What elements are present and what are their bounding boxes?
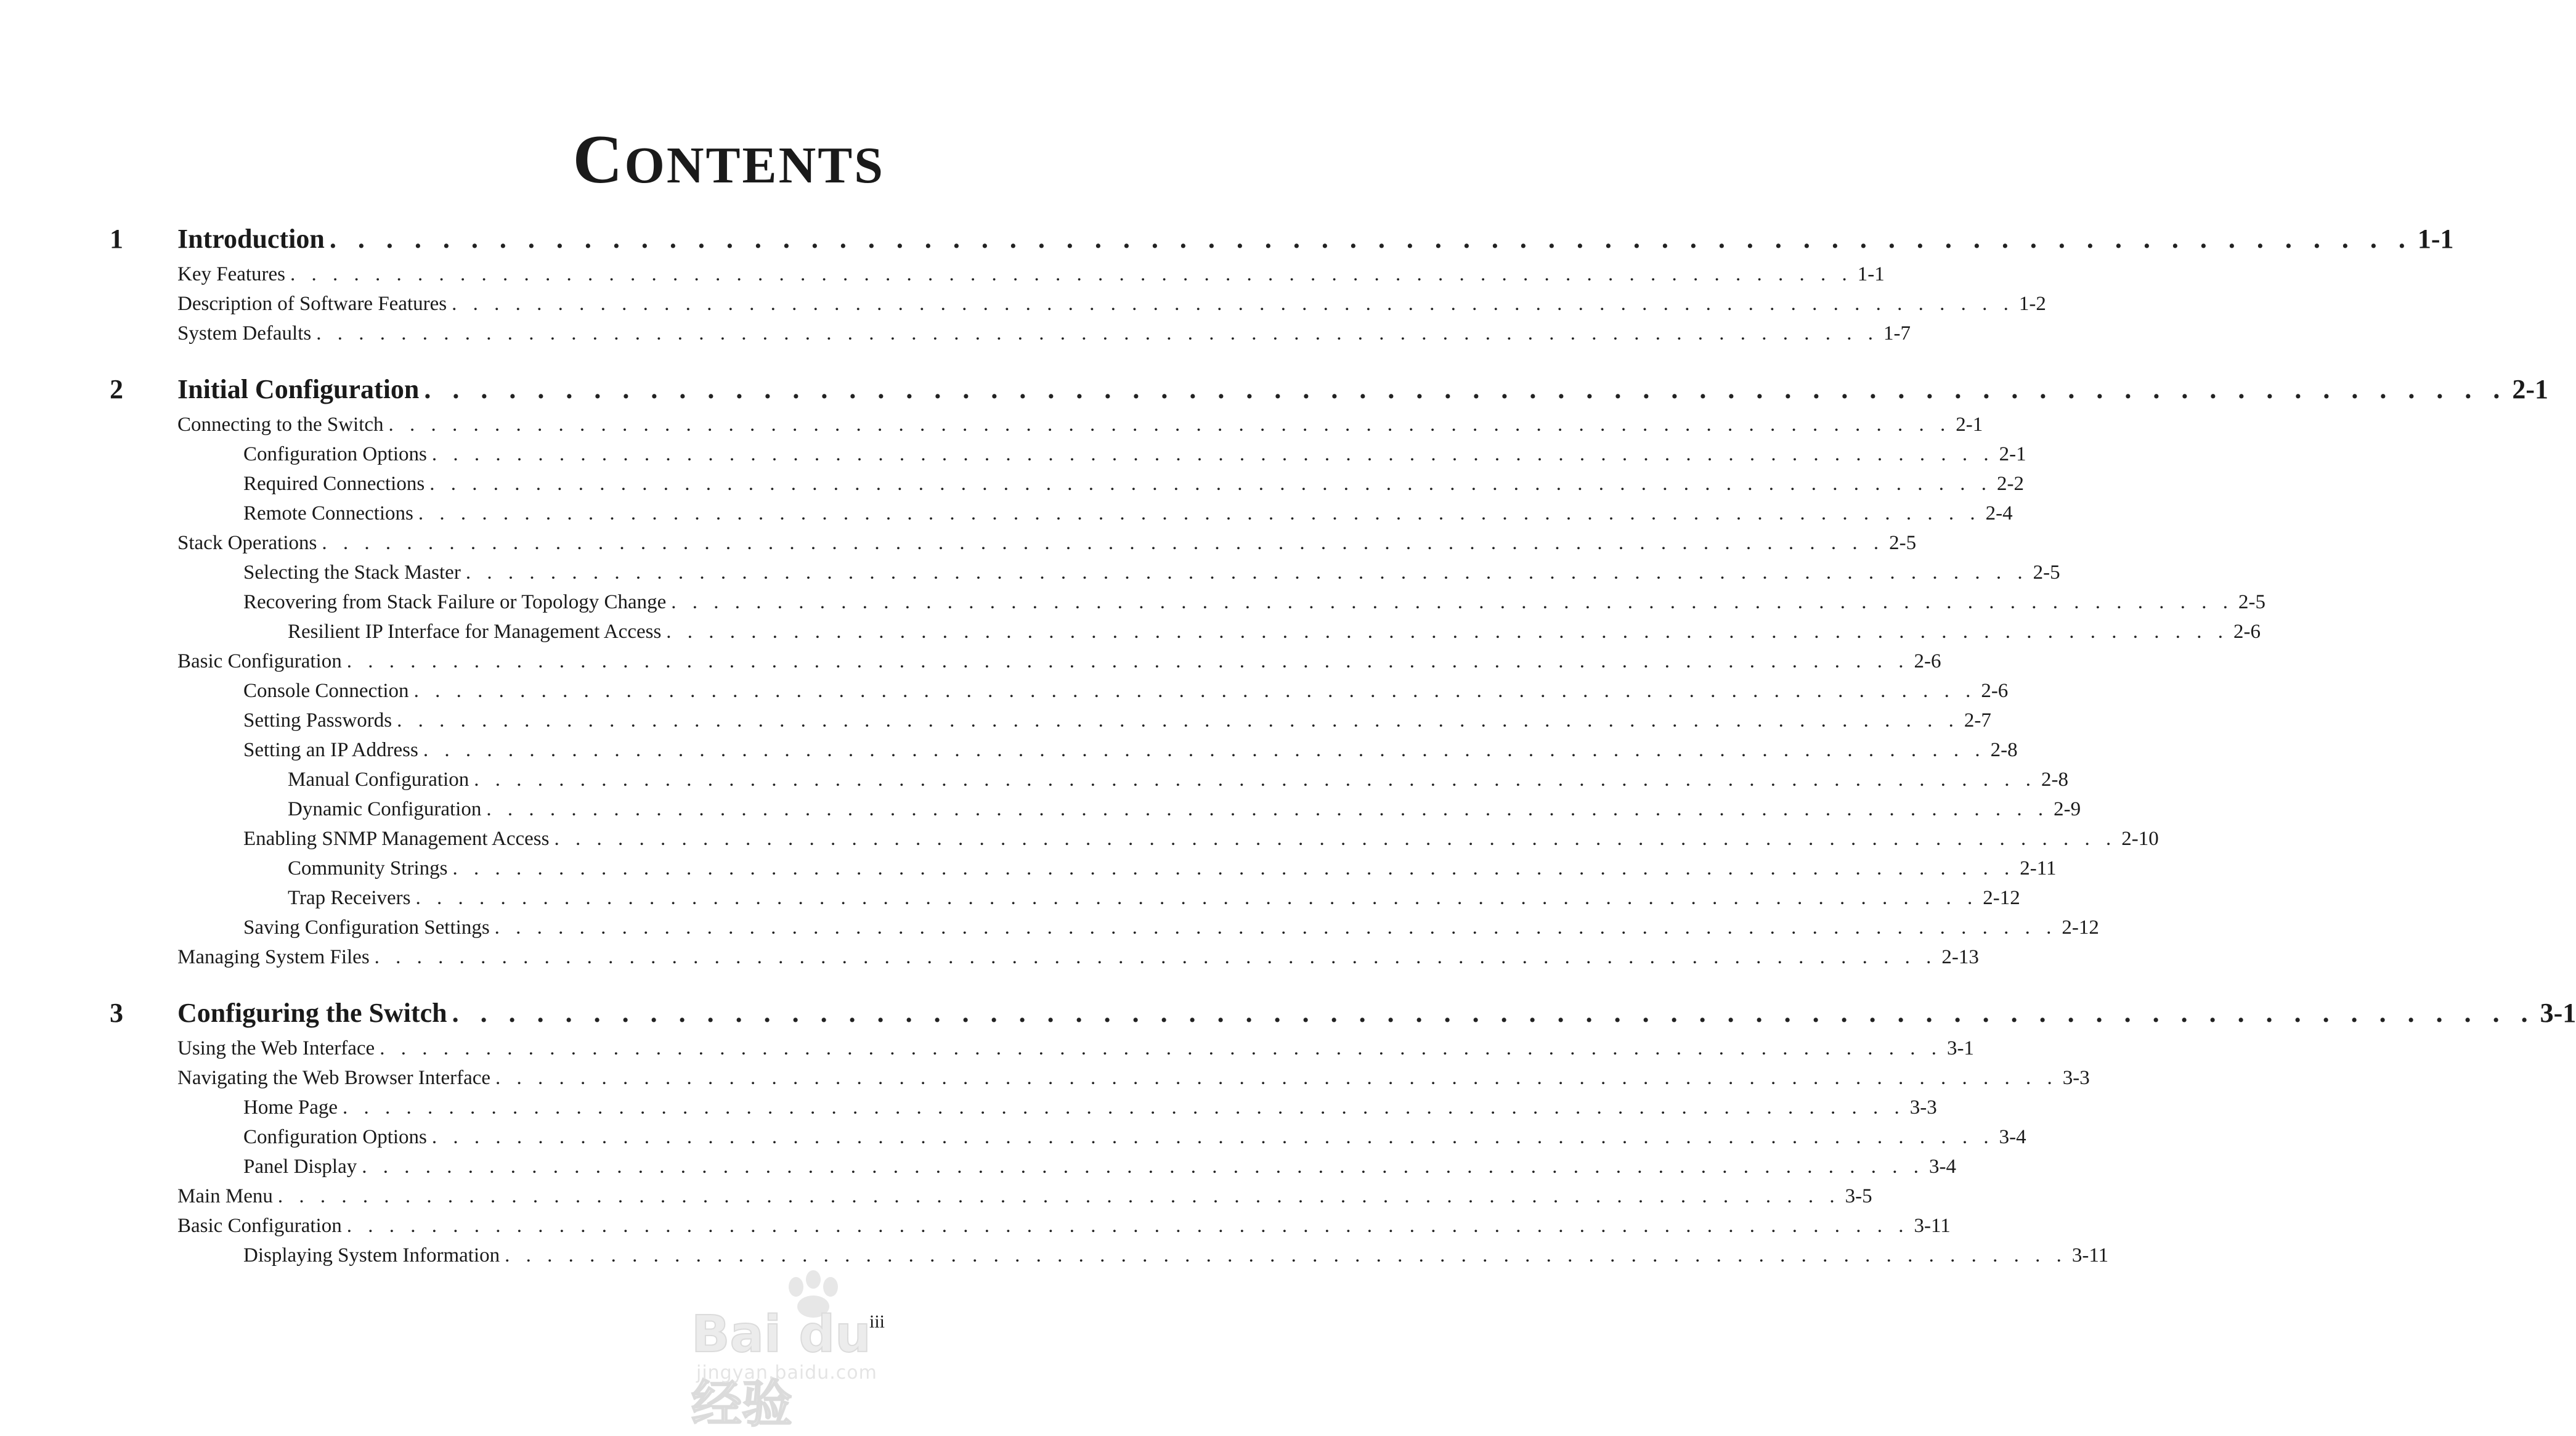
watermark-brand: Bai du 经验 — [691, 1305, 871, 1434]
toc-entry-title: Trap Receivers — [288, 887, 411, 909]
toc-entry[interactable] — [243, 739, 2018, 762]
toc-entry-title: Basic Configuration — [177, 650, 342, 672]
toc-page-number: 2-5 — [2238, 591, 2266, 613]
toc-page-number: 1-1 — [1857, 263, 1885, 285]
toc-entry[interactable] — [177, 532, 1917, 555]
dot-leader: . . . . . . . . . . . . . . . . . . . . . . . . . . . . . . . . . . . . . . . . . . . . . . . . . . . . . . . . . . . . . . . . . . . . . . . . . . — [343, 1096, 1905, 1119]
toc-entry[interactable] — [243, 828, 2159, 851]
toc-entry[interactable] — [288, 769, 2068, 791]
toc-chapter-title: Introduction — [177, 224, 325, 254]
dot-leader: . . . . . . . . . . . . . . . . . . . . . . . . . . . . . . . . . . . . . . . . . . . . . . . . . . . . . . . . . . . . . . . . . . . . . . . . . . — [505, 1244, 2067, 1267]
dot-leader: . . . . . . . . . . . . . . . . . . . . . . . . . . . . . . . . . . . . . . . . . . . . . . . . . . . . . . . . . . . . . . . . . . . . . . . . . . — [290, 263, 1853, 285]
toc-entry[interactable] — [288, 887, 2020, 910]
toc-entry-title: Resilient IP Interface for Management Access — [288, 621, 662, 643]
dot-leader: . . . . . . . . . . . . . . . . . . . . . . . . . . . . . . . . . . . . . . . . . . . . . . . . . . . . . . . . . . . . . . . . . . . . . . . . . . — [431, 443, 1994, 465]
toc-page-number: 2-8 — [2041, 769, 2068, 791]
toc-page-number: 3-4 — [1999, 1126, 2026, 1148]
toc-chapter-entry[interactable] — [177, 997, 2576, 1029]
toc-page-number: 3-5 — [1845, 1185, 1872, 1207]
dot-leader: . . . . . . . . . . . . . . . . . . . . . . . . . . . . . . . . . . . . . . . . . . . . . . . . . . . . . . . . . . . . . . . . . . . . . . . . . . — [388, 414, 1951, 436]
dot-leader: . . . . . . . . . . . . . . . . . . . . . . . . . . . . . . . . . . . . . . . . . . . . . . . . . . . . . . . . . . . . . . . . . . . . . . . . . . — [329, 224, 2413, 254]
toc-entry[interactable] — [177, 946, 1979, 969]
toc-entry-title: Managing System Files — [177, 946, 370, 968]
toc-entry-title: Key Features — [177, 263, 286, 285]
dot-leader: . . . . . . . . . . . . . . . . . . . . . . . . . . . . . . . . . . . . . . . . . . . . . . . . . . . . . . . . . . . . . . . . . . . . . . . . . . — [346, 650, 1909, 672]
toc-entry[interactable] — [243, 561, 2060, 584]
toc-page-number: 3-1 — [2540, 998, 2576, 1028]
toc-entry[interactable] — [243, 1156, 1956, 1178]
toc-entry-title: Description of Software Features — [177, 293, 447, 315]
toc-entry[interactable] — [288, 798, 2081, 821]
dot-leader: . . . . . . . . . . . . . . . . . . . . . . . . . . . . . . . . . . . . . . . . . . . . . . . . . . . . . . . . . . . . . . . . . . . . . . . . . . — [415, 887, 1978, 909]
toc-page-number: 2-12 — [2062, 916, 2099, 939]
toc-chapter-entry[interactable] — [177, 373, 2549, 405]
toc-page-number: 1-2 — [2018, 293, 2046, 315]
dot-leader: . . . . . . . . . . . . . . . . . . . . . . . . . . . . . . . . . . . . . . . . . . . . . . . . . . . . . . . . . . . . . . . . . . . . . . . . . . — [424, 374, 2508, 404]
toc-chapter-title: Configuring the Switch — [177, 998, 447, 1028]
toc-entry[interactable] — [243, 591, 2266, 614]
toc-page-number: 2-6 — [1981, 680, 2009, 702]
toc-page-number: 2-5 — [2033, 561, 2060, 584]
toc-entry[interactable] — [243, 443, 2026, 466]
chapter-number: 2 — [110, 374, 123, 404]
dot-leader: . . . . . . . . . . . . . . . . . . . . . . . . . . . . . . . . . . . . . . . . . . . . . . . . . . . . . . . . . . . . . . . . . . . . . . . . . . — [554, 828, 2117, 850]
toc-entry-title: Remote Connections — [243, 502, 413, 524]
dot-leader: . . . . . . . . . . . . . . . . . . . . . . . . . . . . . . . . . . . . . . . . . . . . . . . . . . . . . . . . . . . . . . . . . . . . . . . . . . — [666, 621, 2229, 643]
dot-leader: . . . . . . . . . . . . . . . . . . . . . . . . . . . . . . . . . . . . . . . . . . . . . . . . . . . . . . . . . . . . . . . . . . . . . . . . . . — [452, 293, 2014, 315]
toc-entry-title: Displaying System Information — [243, 1244, 500, 1267]
toc-entry[interactable] — [177, 1067, 2090, 1090]
toc-chapter-title: Initial Configuration — [177, 374, 420, 404]
chapter-number: 3 — [110, 998, 123, 1028]
toc-entry[interactable] — [243, 680, 2009, 703]
toc-entry-title: Dynamic Configuration — [288, 798, 482, 820]
toc-page-number: 3-3 — [2062, 1067, 2090, 1089]
toc-entry[interactable] — [288, 857, 2057, 880]
toc-entry-title: Using the Web Interface — [177, 1037, 375, 1059]
toc-entry-title: Main Menu — [177, 1185, 273, 1207]
toc-entry-title: Stack Operations — [177, 532, 317, 554]
toc-entry-title: Setting an IP Address — [243, 739, 418, 761]
toc-entry[interactable] — [177, 1037, 1974, 1060]
dot-leader: . . . . . . . . . . . . . . . . . . . . . . . . . . . . . . . . . . . . . . . . . . . . . . . . . . . . . . . . . . . . . . . . . . . . . . . . . . — [429, 473, 1992, 495]
toc-entry-title: Panel Display — [243, 1156, 357, 1178]
toc-entry-title: Manual Configuration — [288, 769, 469, 791]
toc-entry[interactable] — [177, 1215, 1951, 1238]
toc-page-number: 2-12 — [1983, 887, 2020, 909]
toc-entry-title: Home Page — [243, 1096, 338, 1119]
toc-entry[interactable] — [243, 473, 2024, 496]
toc-entry-title: Community Strings — [288, 857, 448, 879]
toc-page-number: 2-1 — [1956, 414, 1983, 436]
dot-leader: . . . . . . . . . . . . . . . . . . . . . . . . . . . . . . . . . . . . . . . . . . . . . . . . . . . . . . . . . . . . . . . . . . . . . . . . . . — [413, 680, 1977, 702]
dot-leader: . . . . . . . . . . . . . . . . . . . . . . . . . . . . . . . . . . . . . . . . . . . . . . . . . . . . . . . . . . . . . . . . . . . . . . . . . . — [452, 857, 2015, 879]
toc-entry[interactable] — [177, 414, 1983, 436]
toc-entry[interactable] — [243, 1244, 2109, 1267]
dot-leader: . . . . . . . . . . . . . . . . . . . . . . . . . . . . . . . . . . . . . . . . . . . . . . . . . . . . . . . . . . . . . . . . . . . . . . . . . . — [397, 709, 1959, 732]
dot-leader: . . . . . . . . . . . . . . . . . . . . . . . . . . . . . . . . . . . . . . . . . . . . . . . . . . . . . . . . . . . . . . . . . . . . . . . . . . — [465, 561, 2028, 584]
toc-page-number: 2-2 — [1996, 473, 2024, 495]
baidu-watermark — [691, 1270, 919, 1434]
toc-entry-title: System Defaults — [177, 322, 312, 345]
toc-page-number: 2-10 — [2121, 828, 2159, 850]
toc-entry-title: Saving Configuration Settings — [243, 916, 490, 939]
toc-page-number: 3-11 — [2071, 1244, 2109, 1267]
toc-entry-title: Configuration Options — [243, 1126, 427, 1148]
page-number: iii — [869, 1312, 885, 1332]
toc-page-number: 2-1 — [1999, 443, 2026, 465]
dot-leader: . . . . . . . . . . . . . . . . . . . . . . . . . . . . . . . . . . . . . . . . . . . . . . . . . . . . . . . . . . . . . . . . . . . . . . . . . . — [452, 998, 2535, 1028]
toc-entry[interactable] — [243, 502, 2013, 525]
toc-page-number: 2-1 — [2512, 374, 2549, 404]
toc-entry[interactable] — [177, 322, 1911, 345]
toc-page-number: 1-7 — [1883, 322, 1911, 345]
toc-entry-title: Connecting to the Switch — [177, 414, 384, 436]
dot-leader: . . . . . . . . . . . . . . . . . . . . . . . . . . . . . . . . . . . . . . . . . . . . . . . . . . . . . . . . . . . . . . . . . . . . . . . . . . — [494, 916, 2057, 939]
chapter-number: 1 — [110, 224, 123, 254]
toc-page-number: 3-11 — [1914, 1215, 1951, 1237]
toc-entry-title: Navigating the Web Browser Interface — [177, 1067, 491, 1089]
watermark-url: jingyan.baidu.com — [696, 1362, 877, 1384]
toc-entry-title: Setting Passwords — [243, 709, 392, 732]
dot-leader: . . . . . . . . . . . . . . . . . . . . . . . . . . . . . . . . . . . . . . . . . . . . . . . . . . . . . . . . . . . . . . . . . . . . . . . . . . — [277, 1185, 1840, 1207]
toc-entry[interactable] — [177, 293, 2046, 316]
toc-entry[interactable] — [177, 1185, 1872, 1208]
toc-entry[interactable] — [288, 621, 2261, 643]
page-title: CONTENTS — [572, 121, 885, 198]
toc-page-number: 2-9 — [2054, 798, 2081, 820]
toc-entry[interactable] — [243, 709, 1991, 732]
dot-leader: . . . . . . . . . . . . . . . . . . . . . . . . . . . . . . . . . . . . . . . . . . . . . . . . . . . . . . . . . . . . . . . . . . . . . . . . . . — [431, 1126, 1994, 1148]
toc-entry-title: Required Connections — [243, 473, 425, 495]
toc-entry[interactable] — [243, 1096, 1937, 1119]
dot-leader: . . . . . . . . . . . . . . . . . . . . . . . . . . . . . . . . . . . . . . . . . . . . . . . . . . . . . . . . . . . . . . . . . . . . . . . . . . — [322, 532, 1885, 554]
toc-page-number: 2-13 — [1941, 946, 1979, 968]
toc-page-number: 2-6 — [1914, 650, 1941, 672]
toc-entry-title: Enabling SNMP Management Access — [243, 828, 550, 850]
dot-leader: . . . . . . . . . . . . . . . . . . . . . . . . . . . . . . . . . . . . . . . . . . . . . . . . . . . . . . . . . . . . . . . . . . . . . . . . . . — [495, 1067, 2058, 1089]
toc-page-number: 2-8 — [1990, 739, 2018, 761]
toc-entry-title: Configuration Options — [243, 443, 427, 465]
toc-entry[interactable] — [177, 650, 1941, 673]
dot-leader: . . . . . . . . . . . . . . . . . . . . . . . . . . . . . . . . . . . . . . . . . . . . . . . . . . . . . . . . . . . . . . . . . . . . . . . . . . — [380, 1037, 1942, 1059]
toc-page-number: 2-6 — [2233, 621, 2261, 643]
toc-page-number: 2-7 — [1964, 709, 1991, 732]
toc-entry[interactable] — [177, 263, 1885, 286]
toc-page-number: 3-1 — [1946, 1037, 1974, 1059]
toc-entry-title: Basic Configuration — [177, 1215, 342, 1237]
dot-leader: . . . . . . . . . . . . . . . . . . . . . . . . . . . . . . . . . . . . . . . . . . . . . . . . . . . . . . . . . . . . . . . . . . . . . . . . . . — [418, 502, 1981, 524]
toc-page-number: 3-4 — [1928, 1156, 1956, 1178]
dot-leader: . . . . . . . . . . . . . . . . . . . . . . . . . . . . . . . . . . . . . . . . . . . . . . . . . . . . . . . . . . . . . . . . . . . . . . . . . . — [486, 798, 2049, 820]
toc-page-number: 2-4 — [1985, 502, 2013, 524]
dot-leader: . . . . . . . . . . . . . . . . . . . . . . . . . . . . . . . . . . . . . . . . . . . . . . . . . . . . . . . . . . . . . . . . . . . . . . . . . . — [474, 769, 2036, 791]
dot-leader: . . . . . . . . . . . . . . . . . . . . . . . . . . . . . . . . . . . . . . . . . . . . . . . . . . . . . . . . . . . . . . . . . . . . . . . . . . — [362, 1156, 1924, 1178]
toc-entry[interactable] — [243, 1126, 2026, 1149]
toc-entry[interactable] — [243, 916, 2099, 939]
dot-leader: . . . . . . . . . . . . . . . . . . . . . . . . . . . . . . . . . . . . . . . . . . . . . . . . . . . . . . . . . . . . . . . . . . . . . . . . . . — [316, 322, 1879, 345]
toc-page-number: 1-1 — [2417, 224, 2454, 254]
toc-page-number: 2-5 — [1889, 532, 1917, 554]
toc-entry-title: Recovering from Stack Failure or Topology Change — [243, 591, 667, 613]
dot-leader: . . . . . . . . . . . . . . . . . . . . . . . . . . . . . . . . . . . . . . . . . . . . . . . . . . . . . . . . . . . . . . . . . . . . . . . . . . — [374, 946, 1937, 968]
toc-page-number: 3-3 — [1909, 1096, 1937, 1119]
dot-leader: . . . . . . . . . . . . . . . . . . . . . . . . . . . . . . . . . . . . . . . . . . . . . . . . . . . . . . . . . . . . . . . . . . . . . . . . . . — [671, 591, 2234, 613]
dot-leader: . . . . . . . . . . . . . . . . . . . . . . . . . . . . . . . . . . . . . . . . . . . . . . . . . . . . . . . . . . . . . . . . . . . . . . . . . . — [423, 739, 1986, 761]
dot-leader: . . . . . . . . . . . . . . . . . . . . . . . . . . . . . . . . . . . . . . . . . . . . . . . . . . . . . . . . . . . . . . . . . . . . . . . . . . — [346, 1215, 1909, 1237]
toc-page-number: 2-11 — [2020, 857, 2057, 879]
toc-entry-title: Selecting the Stack Master — [243, 561, 461, 584]
toc-entry-title: Console Connection — [243, 680, 409, 702]
toc-chapter-entry[interactable] — [177, 223, 2454, 255]
